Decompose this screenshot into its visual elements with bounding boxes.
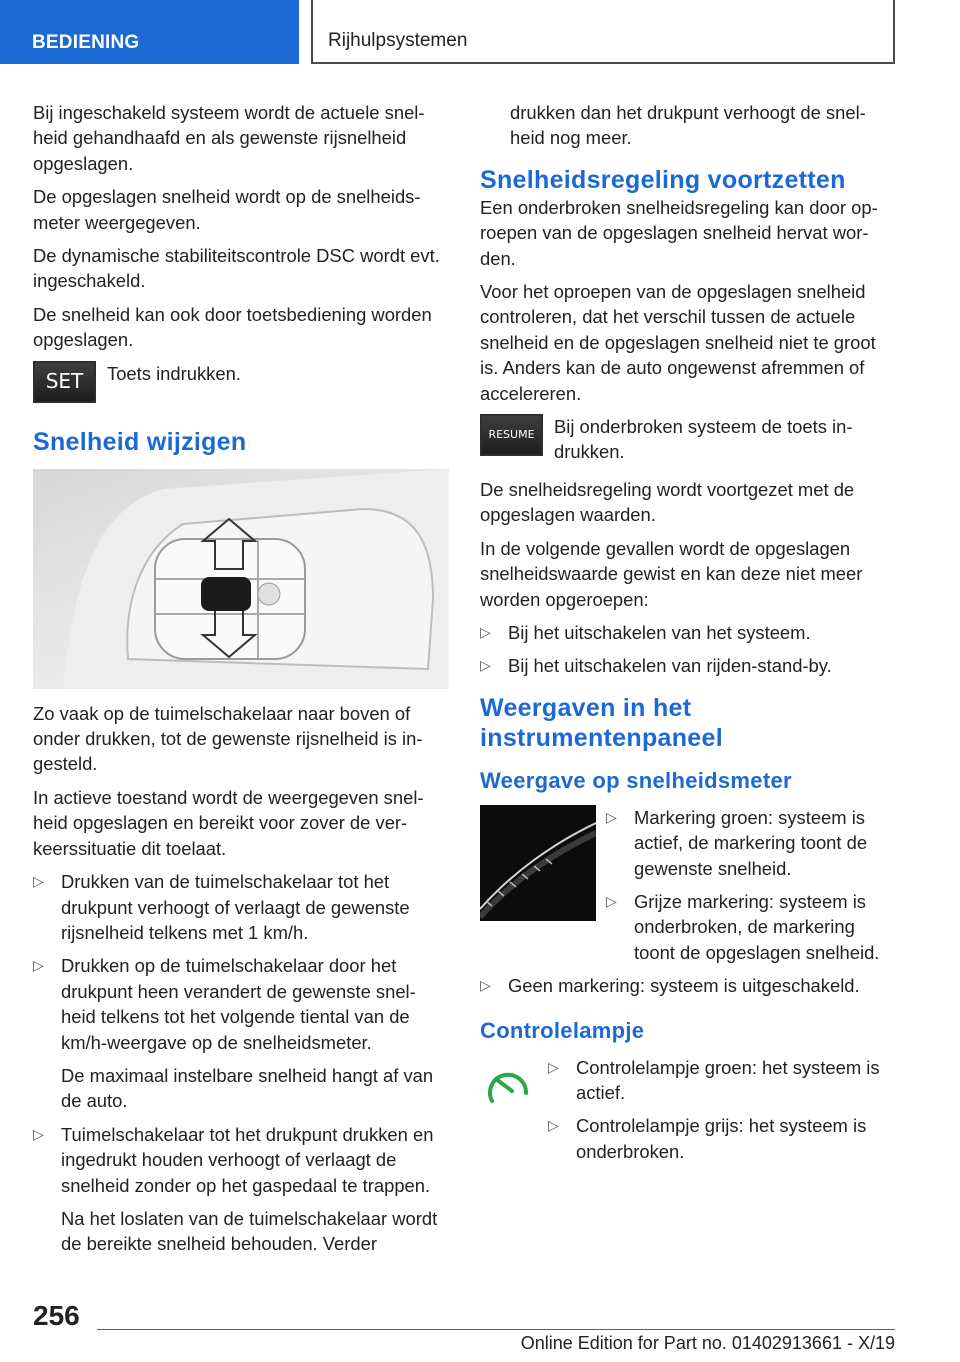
bullet-arrow-icon: ▷ xyxy=(606,808,617,825)
bullet-arrow-icon: ▷ xyxy=(606,892,617,909)
chapter-title: Rijhulpsystemen xyxy=(328,30,468,51)
list-item-text: Markering groen: systeem is actief, de markering toont de gewenste snelheid. xyxy=(634,806,868,879)
paragraph: De snelheid kan ook door toetsbediening worden opgeslagen. xyxy=(33,303,432,351)
bullet-arrow-icon: ▷ xyxy=(480,623,491,640)
page-header xyxy=(0,0,960,64)
list-item xyxy=(480,973,896,998)
heading-snelheid-wijzigen: Snelheid wijzigen xyxy=(33,427,247,456)
page-number: 256 xyxy=(33,1300,80,1331)
bullet-arrow-icon: ▷ xyxy=(548,1117,559,1134)
list-item-text: Drukken op de tuimelschakelaar door het drukpunt heen verandert de gewenste snel-heid telkens tot het volgende tiental van de km/h-weergave op de snelheidsmeter. xyxy=(61,955,416,1053)
resume-button-text: Bij onderbroken systeem de toets in-drukken. xyxy=(554,416,853,463)
bullet-arrow-icon: ▷ xyxy=(548,1058,559,1075)
bullet-arrow-icon: ▷ xyxy=(33,957,44,974)
list-item-text: Controlelampje grijs: het systeem is onderbroken. xyxy=(576,1115,867,1162)
rocker-switch-illustration xyxy=(33,469,449,689)
paragraph: Bij ingeschakeld systeem wordt de actuele snel-heid gehandhaafd en als gewenste rijsnelheid opgeslagen. xyxy=(33,102,425,174)
bullet-arrow-icon: ▷ xyxy=(33,1125,44,1142)
list-item-text: Drukken van de tuimelschakelaar tot het drukpunt verhoogt of verlaagt de gewenste rijsnelheid telkens met 1 km/h. xyxy=(61,871,410,943)
paragraph: Zo vaak op de tuimelschakelaar naar boven of onder drukken, tot de gewenste rijsnelheid is in-gesteld. xyxy=(33,702,423,775)
paragraph: De opgeslagen snelheid wordt op de snelheids-meter weergegeven. xyxy=(33,186,421,233)
list-item-text: Geen markering: systeem is uitgeschakeld. xyxy=(508,975,860,997)
list-item xyxy=(606,805,896,881)
list-item-note: Na het loslaten van de tuimelschakelaar wordt de bereikte snelheid behouden. Verder xyxy=(61,1207,438,1255)
set-button-icon: SET xyxy=(33,361,96,403)
indicator-lamp-section xyxy=(480,1055,896,1165)
paragraph: De snelheidsregeling wordt voortgezet met de opgeslagen waarden. xyxy=(480,478,855,526)
heading-weergave-snelheidsmeter: Weergave op snelheidsmeter xyxy=(480,767,792,793)
speedometer-illustration xyxy=(480,805,596,921)
list-item-text: Grijze markering: systeem is onderbroken, de markering toont de opgeslagen snelheid. xyxy=(634,890,880,963)
list-item xyxy=(548,1055,896,1106)
clear-speed-list xyxy=(480,620,896,679)
list-item-text: Tuimelschakelaar tot het drukpunt drukken en ingedrukt houden verhoogt of verlaagt de snelheid zonder op het gaspedaal te trappen. xyxy=(61,1123,434,1196)
speedometer-section xyxy=(480,805,896,965)
paragraph: In de volgende gevallen wordt de opgeslagen snelheidswaarde gewist en kan deze niet meer worden opgeroepen: xyxy=(480,537,863,610)
left-column xyxy=(33,100,449,1265)
list-item xyxy=(33,1122,449,1257)
bullet-arrow-icon: ▷ xyxy=(33,873,44,890)
set-button-text: Toets indrukken. xyxy=(107,362,241,384)
resume-button-row xyxy=(480,414,896,465)
marking-off-list xyxy=(480,973,896,998)
list-item xyxy=(480,653,896,678)
resume-button-icon: RESUME xyxy=(480,414,543,456)
list-item xyxy=(33,869,449,945)
footer-divider xyxy=(97,1329,895,1330)
paragraph: drukken dan het drukpunt verhoogt de snel-heid nog meer. xyxy=(510,102,866,149)
paragraph: De dynamische stabiliteitscontrole DSC wordt evt. ingeschakeld. xyxy=(33,245,440,292)
rocker-switch-list xyxy=(33,869,449,1257)
list-item xyxy=(33,953,449,1113)
list-item xyxy=(606,889,896,965)
bullet-arrow-icon: ▷ xyxy=(480,977,491,994)
heading-snelheidsregeling-voortzetten: Snelheidsregeling voortzetten xyxy=(480,165,846,194)
bullet-arrow-icon: ▷ xyxy=(480,657,491,674)
speedometer-marking-image xyxy=(480,805,596,921)
heading-controlelampje: Controlelampje xyxy=(480,1017,645,1043)
paragraph: Een onderbroken snelheidsregeling kan door op-roepen van de opgeslagen snelheid hervat wor-den. xyxy=(480,196,878,269)
speedometer-list xyxy=(606,805,896,965)
list-item xyxy=(548,1113,896,1164)
list-item-text: Bij het uitschakelen van rijden-stand-by. xyxy=(508,655,832,677)
list-item-text: Bij het uitschakelen van het systeem. xyxy=(508,621,811,643)
set-button-row xyxy=(33,361,449,411)
heading-weergaven: Weergaven in het instrumentenpaneel xyxy=(480,693,723,752)
edition-info: Online Edition for Part no. 01402913661 - X/19 xyxy=(520,1333,895,1353)
section-title: BEDIENING xyxy=(32,32,140,53)
paragraph: In actieve toestand wordt de weergegeven snel-heid opgeslagen en bereikt voor zover de ver-keerssituatie dit toelaat. xyxy=(33,786,424,859)
chapter-box xyxy=(311,0,895,64)
right-column xyxy=(480,100,896,1172)
list-item-text: Controlelampje groen: het systeem is actief. xyxy=(576,1056,880,1103)
section-tab xyxy=(0,0,299,64)
list-item-note: De maximaal instelbare snelheid hangt af van de auto. xyxy=(61,1064,434,1112)
paragraph: Voor het oproepen van de opgeslagen snelheid controleren, dat het verschil tussen de actuele snelheid en de opgeslagen snelheid niet te groot is. Anders kan de auto ongewenst afremmen of accelereren. xyxy=(480,281,876,404)
indicator-lamp-list xyxy=(548,1055,896,1165)
steering-wheel-rocker-switch-image xyxy=(33,469,449,689)
cruise-control-lamp-icon xyxy=(480,1059,540,1125)
list-item xyxy=(480,620,896,645)
